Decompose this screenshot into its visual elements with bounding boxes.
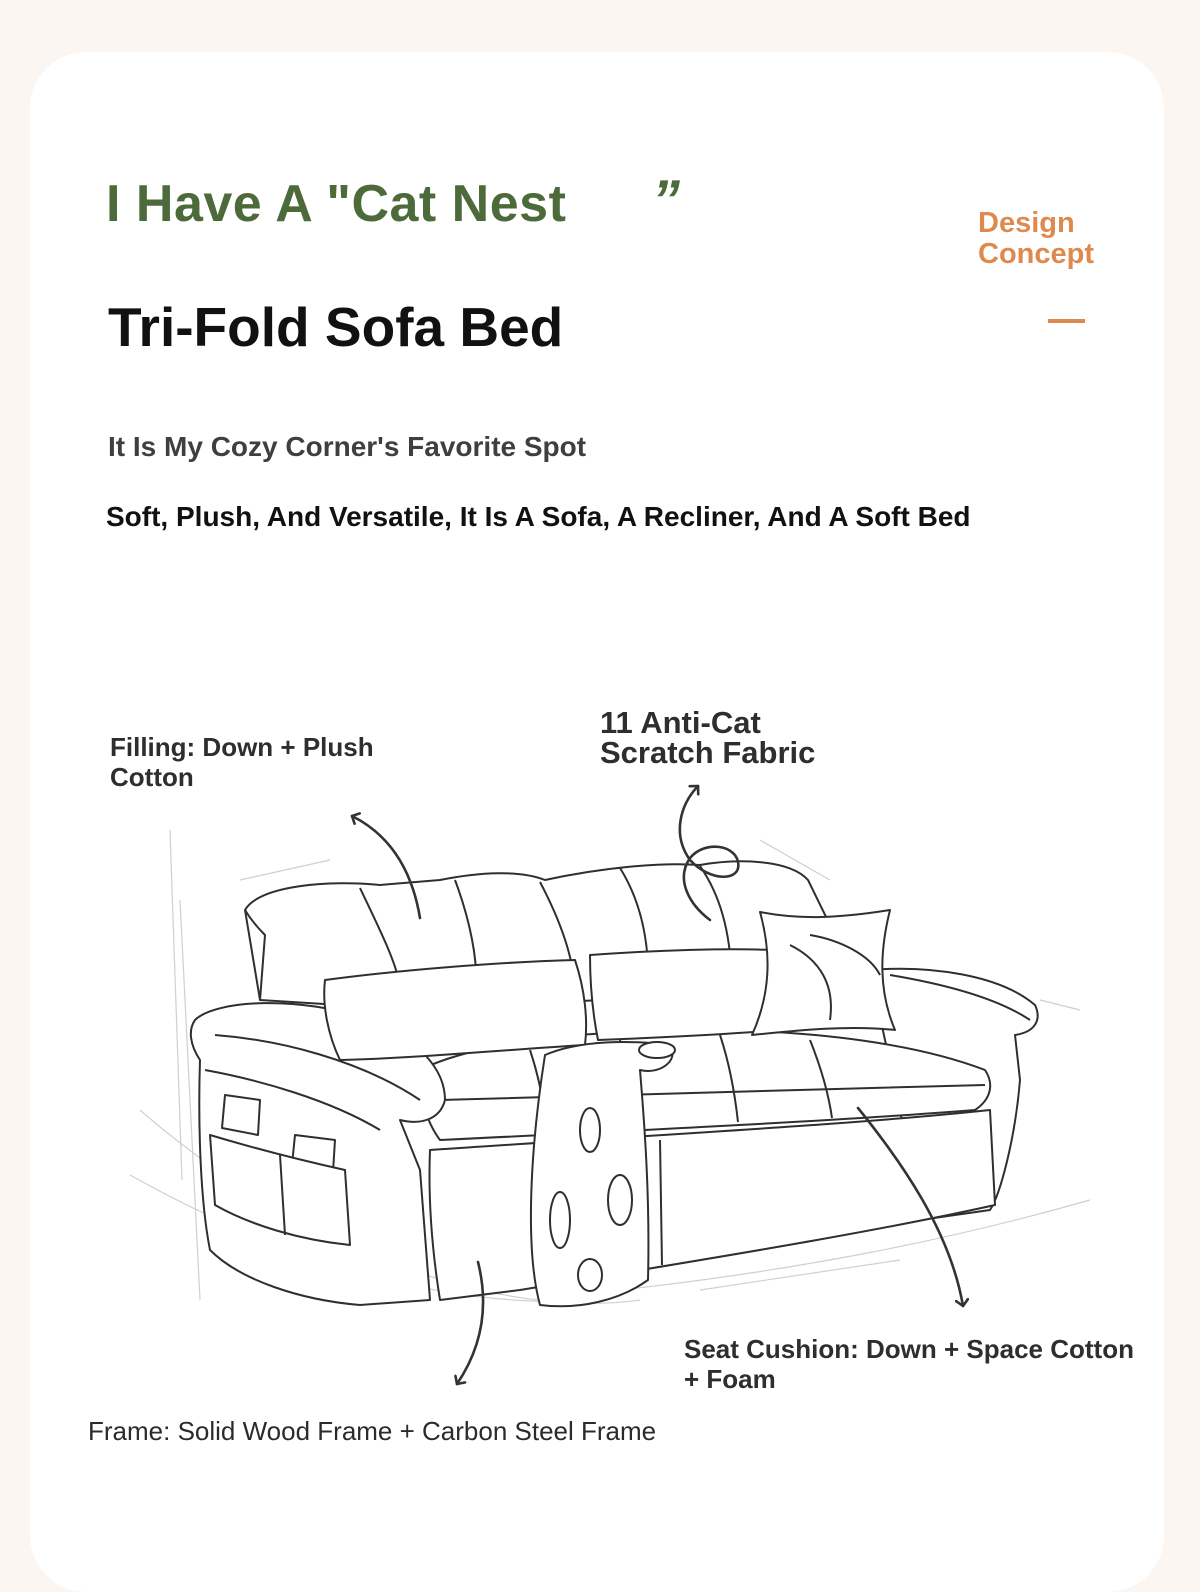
callout-filling: Filling: Down + Plush Cotton — [110, 732, 374, 792]
sofa-body — [191, 861, 1038, 1306]
subtitle: It Is My Cozy Corner's Favorite Spot — [108, 431, 587, 462]
headline-closing-quote: ” — [652, 168, 680, 231]
headline-product-name: Tri-Fold Sofa Bed — [108, 296, 564, 358]
callout-fabric: 11 Anti-Cat Scratch Fabric — [600, 705, 816, 770]
design-concept-badge: Design Concept — [978, 207, 1094, 270]
cushion — [752, 910, 895, 1035]
callout-seat-cushion: Seat Cushion: Down + Space Cotton + Foam — [684, 1334, 1134, 1394]
headline-cat-nest: I Have A "Cat Nest — [106, 175, 567, 233]
callout-frame: Frame: Solid Wood Frame + Carbon Steel Frame — [88, 1416, 657, 1446]
tagline: Soft, Plush, And Versatile, It Is A Sofa, A Recliner, And A Soft Bed — [106, 501, 971, 532]
